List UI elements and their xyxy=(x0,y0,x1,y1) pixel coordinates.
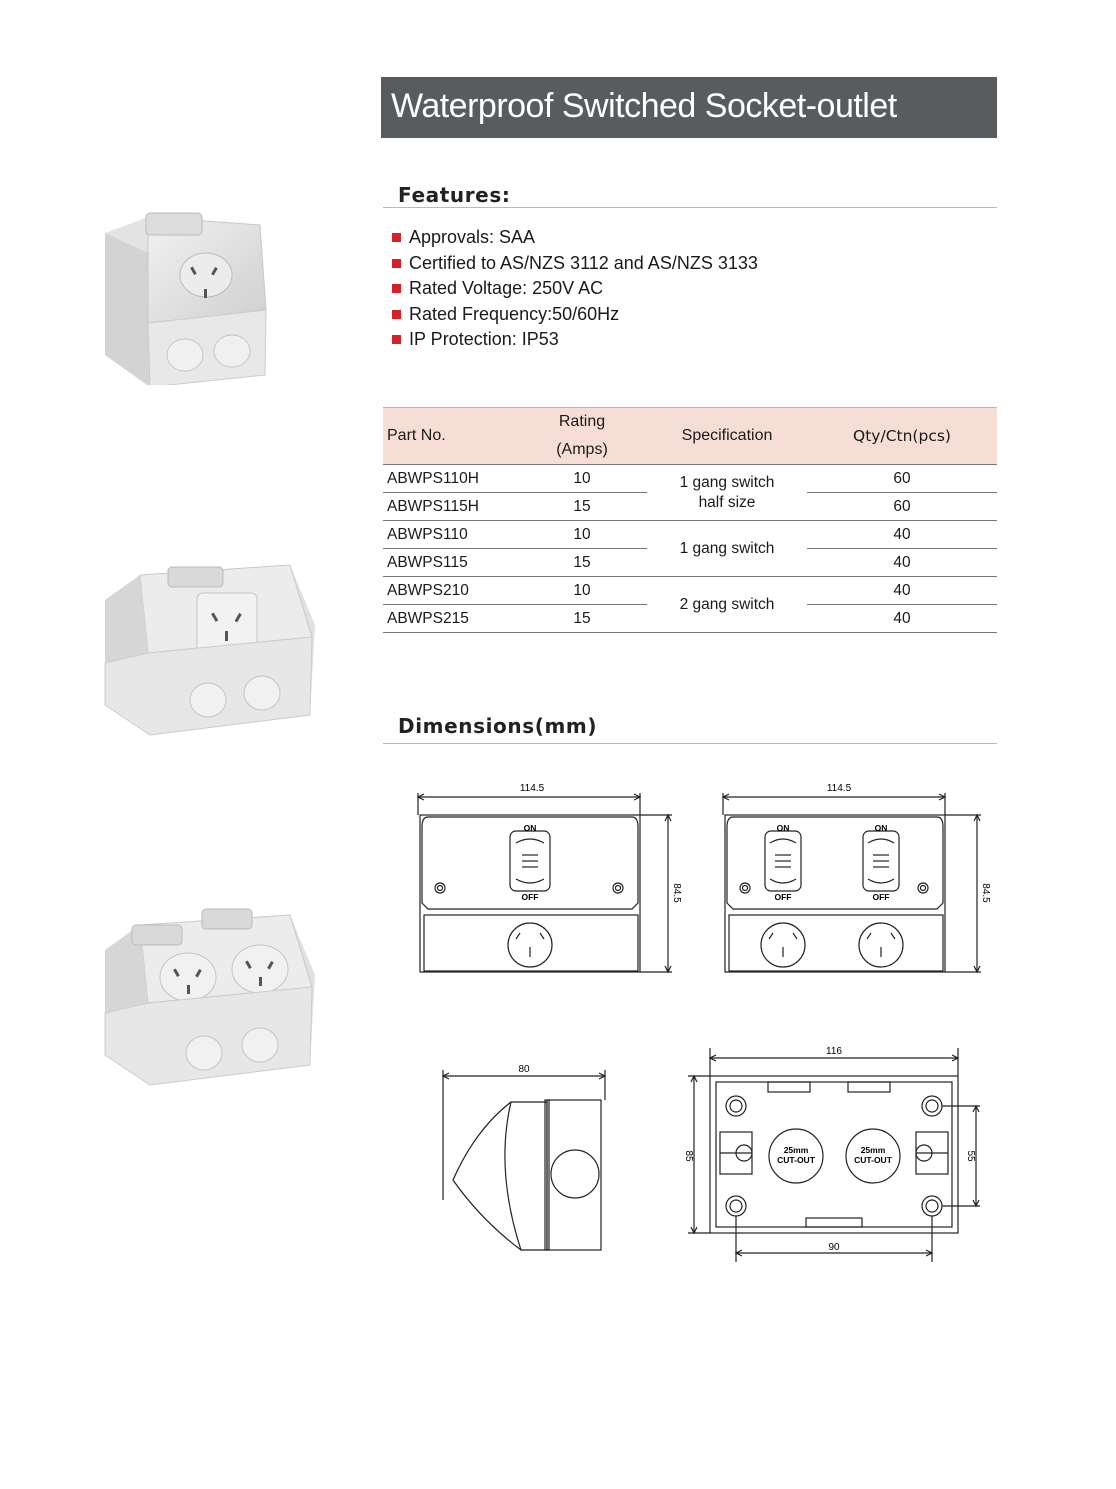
feature-item: Approvals: SAA xyxy=(392,228,758,254)
cutout-label: 25mm xyxy=(783,1145,809,1155)
bullet-square-icon xyxy=(392,335,401,344)
dimensions-divider xyxy=(383,743,997,744)
table-header-row xyxy=(383,408,997,465)
width-label: 114.5 xyxy=(519,783,545,794)
header-part-no: Part No. xyxy=(383,408,517,465)
table-row: ABWPS210 10 2 gang switch 40 xyxy=(383,577,997,605)
width-label: 116 xyxy=(826,1046,842,1057)
drawing-front-double xyxy=(715,775,1000,980)
title-bar xyxy=(381,77,997,138)
height-label: 85 xyxy=(683,1150,694,1162)
product-photo-double xyxy=(100,905,320,1090)
header-specification: Specification xyxy=(647,408,807,465)
off-label: OFF xyxy=(521,892,539,902)
table-row: ABWPS110 10 1 gang switch 40 xyxy=(383,521,997,549)
features-list xyxy=(392,228,758,356)
header-qty: Qty/Ctn(pcs) xyxy=(807,408,997,465)
on-label: ON xyxy=(776,823,790,833)
feature-item: Rated Frequency:50/60Hz xyxy=(392,305,758,331)
cutout-label: CUT-OUT xyxy=(854,1155,892,1165)
height-label: 84.5 xyxy=(671,883,682,903)
features-divider xyxy=(383,207,997,208)
table-row: ABWPS215 15 40 xyxy=(383,605,997,633)
drawing-front-single xyxy=(410,775,690,980)
inner-height-label: 55 xyxy=(965,1150,976,1162)
table-row: ABWPS110H 10 1 gang switch half size 60 xyxy=(383,465,997,493)
off-label: OFF xyxy=(872,892,890,902)
table-row: ABWPS115H 15 60 xyxy=(383,493,997,521)
header-rating: Rating (Amps) xyxy=(517,408,647,465)
feature-item: Rated Voltage: 250V AC xyxy=(392,279,758,305)
depth-label: 80 xyxy=(518,1064,530,1075)
spec-cell: 1 gang switch xyxy=(647,521,807,577)
product-photo-half-size xyxy=(100,205,270,385)
cutout-label: 25mm xyxy=(860,1145,886,1155)
height-label: 84.5 xyxy=(980,883,991,903)
bullet-square-icon xyxy=(392,284,401,293)
bullet-square-icon xyxy=(392,310,401,319)
features-heading: Features: xyxy=(398,183,511,207)
page-title: Waterproof Switched Socket-outlet xyxy=(391,87,897,125)
feature-item: IP Protection: IP53 xyxy=(392,330,758,356)
bullet-square-icon xyxy=(392,233,401,242)
product-table xyxy=(383,407,997,633)
bullet-square-icon xyxy=(392,259,401,268)
on-label: ON xyxy=(874,823,888,833)
spec-cell: 1 gang switch half size xyxy=(647,465,807,521)
dimensions-heading: Dimensions(mm) xyxy=(398,714,598,738)
cutout-label: CUT-OUT xyxy=(777,1155,815,1165)
feature-item: Certified to AS/NZS 3112 and AS/NZS 3133 xyxy=(392,254,758,280)
drawing-side xyxy=(435,1060,615,1260)
table-row: ABWPS115 15 40 xyxy=(383,549,997,577)
on-label: ON xyxy=(523,823,537,833)
drawing-back xyxy=(680,1040,990,1270)
hole-spacing-label: 90 xyxy=(828,1242,840,1253)
spec-cell: 2 gang switch xyxy=(647,577,807,633)
off-label: OFF xyxy=(774,892,792,902)
product-photo-single xyxy=(100,555,320,740)
width-label: 114.5 xyxy=(826,783,852,794)
